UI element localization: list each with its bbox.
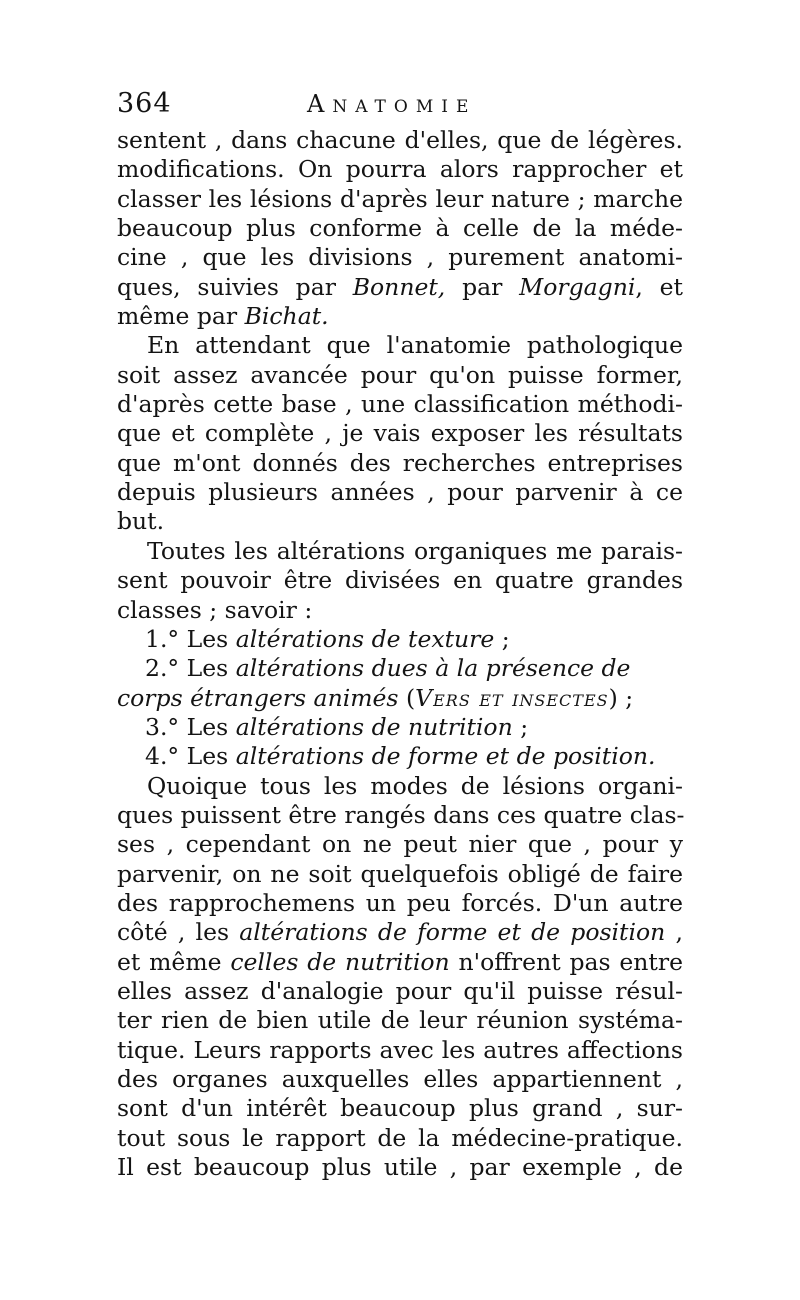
text-run: ) ; bbox=[608, 683, 634, 712]
text-run: , bbox=[665, 918, 683, 947]
text-run: sent pouvoir être divisées en quatre grandes bbox=[117, 566, 683, 595]
running-head: Anatomie bbox=[307, 90, 477, 118]
text-run: parvenir, on ne soit quelquefois obligé de faire bbox=[117, 859, 683, 888]
text-line bbox=[117, 331, 683, 360]
text-line bbox=[117, 830, 683, 859]
text-run: classes ; savoir : bbox=[117, 595, 313, 624]
text-line bbox=[117, 361, 683, 390]
text-run: ques puissent être rangés dans ces quatre clas- bbox=[117, 800, 685, 829]
italic-run: Bonnet, bbox=[352, 272, 446, 301]
text-line bbox=[117, 772, 683, 801]
italic-run: altérations de nutrition bbox=[235, 712, 513, 741]
text-run: tout sous le rapport de la médecine-pratique. bbox=[117, 1123, 683, 1152]
text-run: ses , cependant on ne peut nier que , pour y bbox=[117, 830, 683, 859]
text-run: même par bbox=[117, 302, 245, 331]
text-line bbox=[117, 507, 683, 536]
text-line bbox=[117, 1036, 683, 1065]
text-line bbox=[117, 273, 683, 302]
italic-run: altérations de texture bbox=[235, 624, 495, 653]
text-line bbox=[117, 419, 683, 448]
text-run: des organes auxquelles elles appartiennent , bbox=[117, 1065, 683, 1093]
text-run: 4.° Les bbox=[145, 742, 236, 771]
text-line bbox=[117, 155, 683, 184]
text-line bbox=[117, 1153, 683, 1182]
text-run: n'offrent pas entre bbox=[449, 947, 683, 976]
text-line bbox=[117, 1006, 683, 1035]
text-line bbox=[117, 1094, 683, 1123]
italic-run: Bichat. bbox=[244, 302, 329, 331]
italic-run: altérations de forme et de position. bbox=[235, 742, 656, 771]
text-line bbox=[117, 537, 683, 566]
text-run: classer les lésions d'après leur nature ; marche bbox=[117, 184, 683, 213]
text-line bbox=[117, 1065, 683, 1094]
text-run: ; bbox=[512, 712, 529, 741]
italic-run: Morgagni bbox=[519, 272, 636, 301]
text-run: Toutes les altérations organiques me parais- bbox=[147, 536, 683, 565]
text-line bbox=[117, 302, 683, 331]
text-run: ter rien de bien utile de leur réunion systéma- bbox=[117, 1006, 683, 1035]
italic-run: altérations de forme et de position bbox=[239, 918, 666, 947]
italic-run: corps étrangers animés bbox=[117, 683, 399, 712]
text-run: ques, suivies par bbox=[117, 272, 353, 301]
text-run: et même bbox=[117, 947, 231, 976]
italic-run: altérations dues à la présence de bbox=[235, 654, 631, 683]
text-run: que m'ont donnés des recherches entreprises bbox=[117, 448, 683, 477]
text-run: 1.° Les bbox=[145, 624, 236, 653]
text-line bbox=[117, 478, 683, 507]
text-line bbox=[117, 977, 683, 1006]
text-line bbox=[117, 449, 683, 478]
text-run: des rapprochemens un peu forcés. D'un autre bbox=[117, 888, 683, 917]
text-line bbox=[117, 948, 683, 977]
body-text bbox=[117, 126, 683, 1182]
text-run: beaucoup plus conforme à celle de la méde- bbox=[117, 214, 683, 243]
text-run: soit assez avancée pour qu'on puisse former, bbox=[117, 360, 683, 389]
text-run: d'après cette base , une classification méthodi- bbox=[117, 390, 683, 419]
text-line bbox=[117, 126, 683, 155]
text-line bbox=[117, 625, 683, 654]
text-line bbox=[117, 654, 683, 683]
text-run: 3.° Les bbox=[145, 712, 236, 741]
text-run: En attendant que l'anatomie pathologique bbox=[147, 331, 683, 360]
text-line bbox=[117, 1124, 683, 1153]
text-line bbox=[117, 742, 683, 771]
text-line bbox=[117, 185, 683, 214]
text-run: depuis plusieurs années , pour parvenir à ce bbox=[117, 478, 683, 507]
text-run: Il est beaucoup plus utile , par exemple , de bbox=[117, 1153, 683, 1182]
text-run: ; bbox=[494, 624, 510, 653]
text-line bbox=[117, 214, 683, 243]
text-line bbox=[117, 566, 683, 595]
text-line bbox=[117, 596, 683, 625]
text-run: modifications. On pourra alors rapprocher et bbox=[117, 155, 683, 184]
text-run: côté , les bbox=[117, 918, 240, 947]
text-line bbox=[117, 390, 683, 419]
page-number: 364 bbox=[117, 88, 172, 119]
text-run: que et complète , je vais exposer les résultats bbox=[117, 419, 683, 448]
text-run: tique. Leurs rapports avec les autres affections bbox=[117, 1035, 683, 1064]
text-line bbox=[117, 684, 683, 713]
text-run: but. bbox=[117, 507, 165, 536]
page-header bbox=[117, 88, 677, 122]
italic-run: celles de nutrition bbox=[230, 947, 450, 976]
text-run: ( bbox=[398, 683, 416, 712]
text-run: cine , que les divisions , purement anatomi- bbox=[117, 243, 683, 272]
text-line bbox=[117, 918, 683, 947]
text-run: , et bbox=[635, 272, 683, 301]
text-run: 2.° Les bbox=[145, 654, 236, 683]
text-line bbox=[117, 801, 683, 830]
text-line bbox=[117, 713, 683, 742]
text-line bbox=[117, 860, 683, 889]
text-run: sentent , dans chacune d'elles, que de légères. bbox=[117, 126, 683, 154]
text-run: sont d'un intérêt beaucoup plus grand , sur- bbox=[117, 1094, 683, 1123]
text-line bbox=[117, 889, 683, 918]
text-run: par bbox=[445, 272, 520, 301]
text-run: Quoique tous les modes de lésions organi- bbox=[147, 771, 683, 800]
small-caps-run: Vers et insectes bbox=[415, 683, 609, 712]
text-run: elles assez d'analogie pour qu'il puisse résul- bbox=[117, 976, 683, 1005]
text-line bbox=[117, 243, 683, 272]
